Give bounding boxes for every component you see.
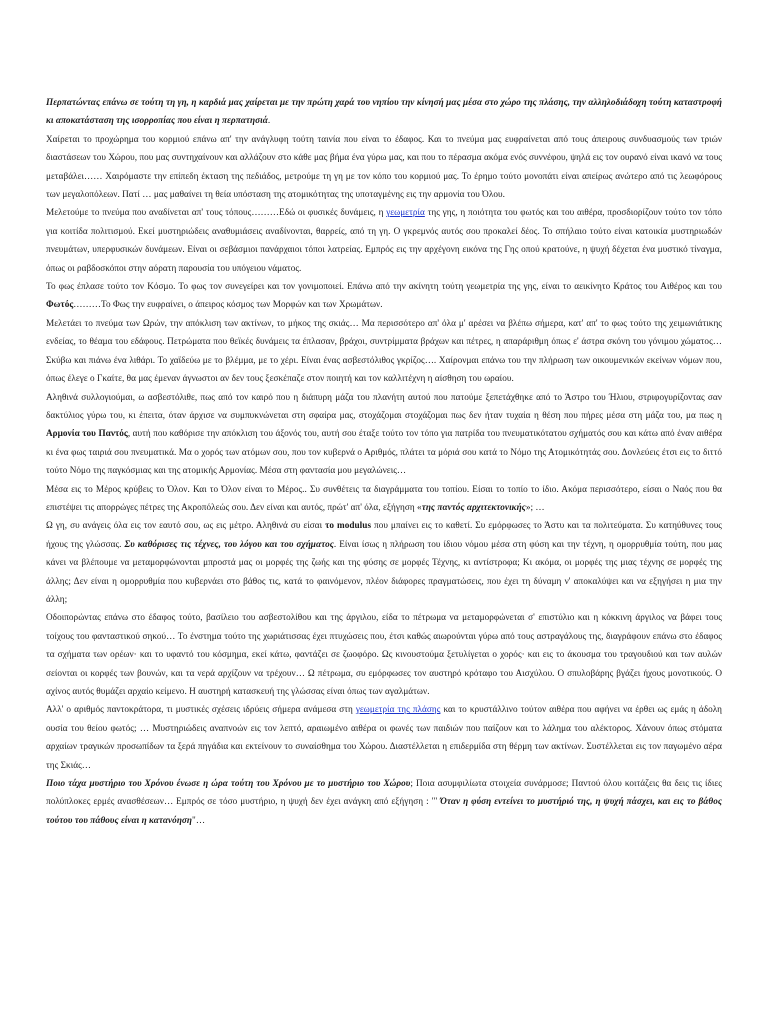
paragraph-3: Μελετούμε το πνεύμα που αναδίνεται απ' τους τόπους………Εδώ οι φυσικές δυνάμεις, η γεωμετρία της γης, η ποιότητα του φωτός και του αιθέρα, προσδιορίζουν τούτο τον τόπο για κοιτίδα πολιτισμού. Εκεί μυστηριώδεις αναθυμιάσεις αναδίνονται, θαρρείς, από τη γη. Ο γκρεμνός αυτός σου προκαλεί δέος. Το σπήλαιο τούτο είναι κατοικία μυστηριωδών πνευμάτων, υπερφυσικών δυνάμεων. Είναι οι σεβάσμιοι πανάρχαιοι τόποι λατρείας. Εμπρός εις την αρχέγονη εικόνα της Γης οπού κρατούνε, η ψυχή δέχεται ένα μυστικό τίναγμα, όπως οι ραβδοσκόποι στην αόρατη παρουσία του υπόγειου νάματος. — [46, 207, 722, 273]
paragraph-1: Περπατώντας επάνω σε τούτη τη γη, η καρδιά μας χαίρεται με την πρώτη χαρά του νηπίου την κίνησή μας μέσα στο χώρο της πλάσης, την αλληλοδιάδοχη τούτη καταστροφή κι αποκατάσταση της ισορροπίας που είναι η περπατησιά. — [46, 97, 722, 126]
paragraph-4: Το φως έπλασε τούτο τον Κόσμο. Το φως τον συνεγείρει και τον γονιμοποιεί. Επάνω από την ακίνητη τούτη γεωμετρία της γης, είναι το αεικίνητο Κράτος του Αιθέρος και του Φωτός………Το Φως την ευφραίνει, ο άπειρος κόσμος των Μορφών και των Χρωμάτων. — [46, 281, 722, 310]
paragraph-7: Μέσα εις το Μέρος κρύβεις το Όλον. Και το Όλον είναι το Μέρος.. Συ συνθέτεις τα διαγράμματα του τοπίου. Είσαι το τοπίο το ίδιο. Ακόμα περισσότερο, είσαι ο Ναός που θα επιστέψει τις απορρώγες πέτρες της Ακροπόλεώς σου. Δεν είναι και αυτός, πρώτ' απ' όλα, εξήγηση «της παντός αρχιτεκτονικής»; … — [46, 483, 722, 512]
paragraph-10: Αλλ' ο αριθμός παντοκράτορα, τι μυστικές σχέσεις ιδρύεις σήμερα ανάμεσα στη γεωμετρία της πλάσης και το κρυστάλλινο τούτον αιθέρα που αφήνει να έρθει ως εμάς η άδολη ουσία του θείου φωτός; … Μυστηριώδεις αναπνοών εις τον λεπτό, αραιωμένο αιθέρα οι φωνές των παιδιών που παίζουν και το λάλημα του αλέκτορος. Χάνουν όπως στόματα αρχαίων τραγικών προσωπίδων τα ξερά πηγάδια και εκτείνουν το συναίσθημα του Χώρου. Διαστέλλεται η επιδερμίδα στη θέρμη των ακτίνων. Συστέλλεται εις τον παγωμένο αέρα της Σκιάς… — [46, 704, 722, 770]
document-body — [46, 93, 722, 829]
paragraph-5: Μελετάει το πνεύμα των Ωρών, την απόκλιση των ακτίνων, το μήκος της σκιάς… Μα περισσότερο απ' όλα μ' αρέσει να βλέπω σήμερα, κατ' απ' το φως τούτο της χειμωνιάτικης ενδείας, το θέαμα του εδάφους. Πετρώματα που θεϊκές δυνάμεις τα έπλασαν, βράχοι, συντρίμματα βράχων και πέτρες, η απαράριθμη όπως ε' άστρα σκόνη του γόνιμου χώματος… Σκύβω και πιάνω ένα λιθάρι. Το χαϊδεύω με το βλέμμα, με το χέρι. Είναι ένας ασβεστόλιθος γκρίζος…. Χαίρονμαι επάνω του την πλήρωση των οικουμενικών εκείνων νόμων που, όπως έλεγε ο Γκαίτε, θα μας έμεναν άγνωστοι αν δεν τους ξεσκέπαζε στον ποιητή και τον καλλιτέχνη η αίσθηση του ωραίου. — [46, 317, 722, 384]
link-geometria[interactable]: γεωμετρία — [386, 207, 425, 218]
link-geometria-plasis[interactable]: γεωμετρία της πλάσης — [355, 704, 441, 715]
paragraph-8: Ω γη, συ ανάγεις όλα εις τον εαυτό σου, ως εις μέτρο. Αληθινά συ είσαι το modulus που μπαίνει εις το καθετί. Συ εμόρφωσες το Άστυ και τα πολιτεύματα. Συ κατηύθυνες τους ήχους της γλώσσας. Συ καθόρισες τις τέχνες, του λόγου και του σχήματος. Είναι ίσως η πλήρωση του ίδιου νόμου μέσα στη φύση και την τέχνη, η ομορρυθμία τούτη, που μας κάνει να βλέπουμε να μεταμορφώνονται μπροστά μας οι μορφές της ζωής και της φύσης σε μορφές Τέχνης, κι αντίστροφα; Κι ακόμα, οι μορφές της μιας τέχνης σε μορφές της άλλης; Δεν είναι η ομορρυθμία που κυβερνάει στο βάθος τις, κατά το φαινόμενον, πλέον διάφορες πραγματώσεις, που έχει τη δύναμη ν' αποκαλύψει και να εξηγήσει η μια την άλλη; — [46, 520, 722, 604]
paragraph-6: Αληθινά συλλογιούμαι, ω ασβεστόλιθε, πως από τον καιρό που η διάπυρη μάζα του πλανήτη αυτού που πατούμε ξεπετάχθηκε από το Άστρο του Ήλιου, στριφογυρίζοντας σαν δακτύλιος γύρω του, κι έπειτα, όταν άρχισε να συμπυκνώνεται στη σφαίρα μας, στοχάζομαι στοχάζομαι πως δεν ήταν τυχαία η θέση που πήρες μέσα στη μάζα του, μα πως η Αρμονία του Παντός, αυτή που καθόρισε την απόκλιση του άξονός του, αυτή σου έταξε τούτο τον τόπο για πατρίδα του πνευματικότατου σχήματός σου και κάτω από έναν αιθέρα κι ένα φως ταιριά σου πνευματικά. Μα ο χορός των ατόμων σου, που τον κυβερνά ο Αριθμός, πλάτει τα μόριά σου κατά το Νόμο της Ατομικότητάς σου. Δονλεύεις έτσι εις το διττό τούτο Νόμο της παγκόσμιας και της ατομικής Αρμονίας. Μέσα στη φαντασία μου μεγαλώνεις… — [46, 391, 722, 476]
paragraph-2: Χαίρεται το προχώρημα του κορμιού επάνω απ' την ανάγλυφη τούτη ταινία που είναι το έδαφος. Και το πνεύμα μας ευφραίνεται από τους άπειρους συνδυασμούς των τριών διαστάσεων του Χώρου, που μας συντηχαίνουν και αλλάζουν στο κάθε μας βήμα ένα γύρω μας, και που το πέρασμα ακόμα ενός συννέφου, ψηλά εις τον ουρανό είναι ικανό να τους μεταβάλει…… Χαιρόμαστε την επίπεδη έκταση της πεδιάδος, μετρούμε τη γη με τον κόπο του κορμιού μας. Το έρημο τούτο μονοπάτι είναι απείρως ανώτερο από τις λεωφόρους των μεγαλοπόλεων. Πατί … μας μαθαίνει τη θεία υπόσταση της ατομικότητας της υποταγμένης εις την αρμονία του Όλου. — [46, 133, 722, 200]
paragraph-11: Ποιο τάχα μυστήριο του Χρόνου ένωσε η ώρα τούτη του Χρόνου με το μυστήριο του Χώρου; Ποια ασυμφιλίωτα στοιχεία συνάρμοσε; Παντού όλου κοιτάζεις θα δεις τις ίδιες πολύπλοκες ερμές ανασθέσεων… Εμπρός σε τόσο μυστήριο, η ψυχή δεν έχει ανάγκη από εξήγηση : "' Όταν η φύση εντείνει το μυστήριό της, η ψυχή πάσχει, και εις το βάθος τούτου του πάθους είναι η κατανόηση"… — [46, 778, 722, 825]
paragraph-9: Οδοιπορώντας επάνω στο έδαφος τούτο, βασίλειο του ασβεστολίθου και της άργιλου, είδα το πέτρωμα να μεταμορφώνεται σ' επιστύλιο και η κόκκινη άργιλος να βάφει τους τοίχους του φανταστικού σηκού… Το ένστημα τούτο της χωριάτισσας έχει πτυχώσεις που, έτσι καθώς αιωρούνται γύρω από τους αστραγάλους της, διαγράφουν επάνω στο έδαφος τα σχήματα των ορέων· και το υφαντό του κόσμημα, εκεί κάτω, φαντάζει σε ζωοφόρο. Ως κινουστούμα ξετυλίγεται ο χορός· και εις το άκουσμα του τραγουδιού και των αυλών σείονται οι κορφές των βουνών, και τα νερά αρχίζουν να τρέχουν… Ω πέτρωμα, συ εμόρφωσες τον αυστηρό κρόταφο του Αισχύλου. Ο σπυλοβάρης βγάζει ήχους μονοτικούς. Ο αχίνος αυτός θυμάζει αρχαίο κείμενο. Η αυστηρή κατασκευή της γλώσσας είναι όπως των αγαλμάτων. — [46, 612, 722, 696]
